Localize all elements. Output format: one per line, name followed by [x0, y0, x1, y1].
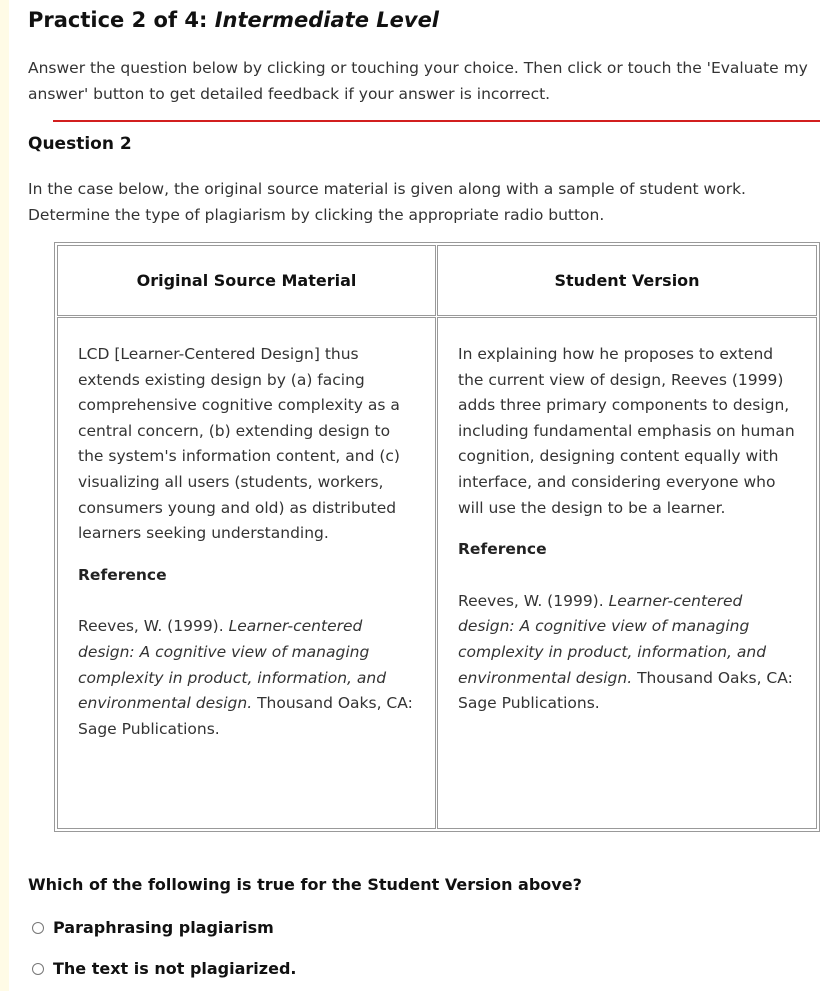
original-header-cell — [57, 245, 436, 316]
page-title-level: Intermediate Level — [214, 8, 440, 32]
divider — [53, 120, 820, 122]
original-ref-publisher: Thousand Oaks, CA: Sage Publications. — [78, 694, 413, 738]
student-reference — [458, 589, 796, 717]
left-margin-bar — [0, 0, 9, 991]
question-description: In the case below, the original source material is given along with a sample of student work. Determine the type of plagiarism by clicking the appropriate radio button. — [28, 180, 746, 224]
student-version-cell — [437, 317, 817, 829]
original-reference — [78, 614, 415, 742]
original-ref-author: Reeves, W. (1999). — [78, 617, 229, 636]
student-version-text: In explaining how he proposes to extend the current view of design, Reeves (1999) adds three primary components to design, including fundamental emphasis on human cognition, designing content equally with interface, and considering everyone who will use the design to be a learner. — [458, 345, 795, 517]
page-title — [28, 8, 439, 32]
original-ref-title: Learner-centered design: A cognitive view of managing complexity in product, information, and environmental design. — [78, 617, 387, 713]
original-source-cell — [57, 317, 436, 829]
option-not-plagiarized[interactable] — [32, 959, 296, 978]
radio-button[interactable] — [32, 963, 44, 975]
student-reference-heading: Reference — [458, 540, 547, 559]
option-label: Paraphrasing plagiarism — [53, 918, 274, 937]
question-prompt: Which of the following is true for the Student Version above? — [28, 875, 582, 894]
student-header: Student Version — [554, 271, 700, 290]
student-ref-title: Learner-centered design: A cognitive view of managing complexity in product, information, and environmental design. — [458, 591, 767, 687]
comparison-table — [54, 242, 820, 832]
question-title: Question 2 — [28, 134, 132, 154]
option-label: The text is not plagiarized. — [53, 959, 297, 978]
original-header: Original Source Material — [136, 271, 357, 290]
instructions: Answer the question below by clicking or touching your choice. Then click or touch the 'Evaluate my answer' button to get detailed feedback if your answer is incorrect. — [28, 59, 808, 103]
option-paraphrasing[interactable] — [32, 918, 274, 937]
original-reference-heading: Reference — [78, 565, 167, 584]
radio-button[interactable] — [32, 922, 44, 934]
student-header-cell — [437, 245, 817, 316]
student-ref-publisher: Thousand Oaks, CA: Sage Publications. — [458, 668, 793, 713]
original-source-text: LCD [Learner-Centered Design] thus extends existing design by (a) facing comprehensive cognitive complexity as a central concern, (b) extending design to the system's information content, and (c) visualizing all users (students, workers, consumers young and old) as distributed learners seeking understanding. — [78, 345, 400, 543]
student-ref-author: Reeves, W. (1999). — [458, 591, 609, 610]
page-title-prefix: Practice 2 of 4: — [28, 8, 215, 32]
